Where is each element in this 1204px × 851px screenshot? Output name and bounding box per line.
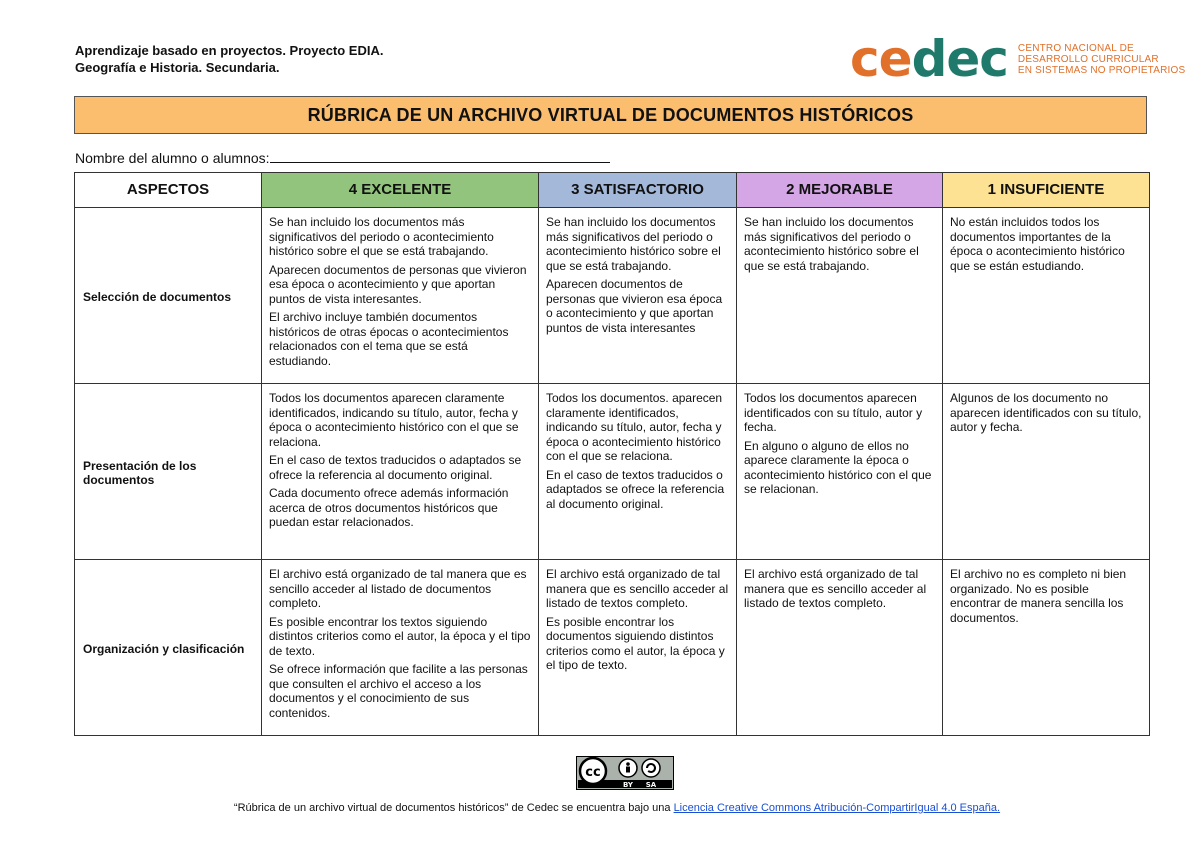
rubric-row [75, 208, 1150, 384]
criteria-paragraph: Cada documento ofrece además información acerca de otros documentos históricos que puedan estar relacionados. [269, 486, 509, 529]
criteria-cell [262, 384, 539, 560]
sa-icon [642, 759, 660, 777]
criteria-paragraph: El archivo está organizado de tal manera que es sencillo acceder al listado de textos completo. [744, 567, 927, 610]
criteria-paragraph: Aparecen documentos de personas que vivieron esa época o acontecimiento y que aportan puntos de vista interesantes [546, 277, 723, 335]
criteria-paragraph: El archivo no es completo ni bien organizado. No es posible encontrar de manera sencilla los documentos. [950, 567, 1127, 625]
logo-sub-line2: DESARROLLO CURRICULAR [1017, 53, 1159, 65]
cc-by-sa-badge [576, 756, 674, 790]
criteria-paragraph: Se han incluido los documentos más significativos del periodo o acontecimiento histórico sobre el que se está trabajando. [546, 215, 721, 273]
criteria-paragraph: Todos los documentos aparecen identificados con su título, autor y fecha. [744, 391, 923, 434]
criteria-paragraph: En el caso de textos traducidos o adaptados se ofrece la referencia al documento original. [546, 467, 725, 511]
criteria-cell [539, 208, 737, 384]
column-header-1: 4 EXCELENTE [262, 173, 539, 208]
criteria-paragraph: El archivo incluye también documentos históricos de otras épocas o acontecimientos relacionados con el tema que se está estudiando. [269, 310, 509, 368]
criteria-cell [539, 560, 737, 736]
criteria-cell [539, 384, 737, 560]
page-header [75, 42, 383, 76]
aspect-cell: Presentación de los documentos [75, 384, 262, 560]
criteria-paragraph: Todos los documentos. aparecen claramente identificados, indicando su título, autor, fecha y época o acontecimiento histórico con el que se relaciona. [546, 391, 723, 463]
column-header-4: 1 INSUFICIENTE [943, 173, 1150, 208]
criteria-paragraph: En el caso de textos traducidos o adaptados se ofrece la referencia al documento original. [269, 453, 522, 482]
column-header-3: 2 MEJORABLE [737, 173, 943, 208]
rubric-row [75, 560, 1150, 736]
footer-license-text: “Rúbrica de un archivo virtual de documentos históricos” de Cedec se encuentra bajo una [233, 802, 674, 814]
criteria-cell [943, 560, 1150, 736]
criteria-paragraph: Se ofrece información que facilite a las personas que consulten el archivo el acceso a los documentos y el conocimiento de sus contenidos. [269, 662, 528, 720]
student-name-blank [270, 148, 610, 163]
criteria-cell [737, 208, 943, 384]
rubric-row [75, 384, 1150, 560]
by-label: BY [622, 781, 634, 789]
logo-sub-line3: EN SISTEMAS NO PROPIETARIOS [1017, 64, 1186, 76]
rubric-body [75, 208, 1150, 736]
criteria-paragraph: Todos los documentos aparecen claramente identificados, indicando su título, autor, fecha y época o acontecimiento histórico con el que se relaciona. [269, 391, 519, 449]
footer-license [0, 802, 1204, 814]
rubric-header-row [75, 173, 1150, 208]
header-line-subject: Geografía e Historia. Secundaria. [75, 60, 280, 75]
criteria-paragraph: El archivo está organizado de tal manera que es sencillo acceder al listado de documentos completo. [269, 567, 527, 610]
aspect-cell: Selección de documentos [75, 208, 262, 384]
criteria-paragraph: Se han incluido los documentos más significativos del periodo o acontecimiento histórico sobre el que se está trabajando. [269, 215, 494, 258]
criteria-paragraph: Se han incluido los documentos más significativos del periodo o acontecimiento histórico sobre el que se está trabajando. [744, 215, 919, 273]
student-name-label: Nombre del alumno o alumnos: [75, 150, 270, 166]
rubric-table [74, 172, 1150, 736]
logo-word-part1: ce [850, 30, 912, 88]
cc-icon-text: cc [585, 765, 601, 780]
rubric-title: RÚBRICA DE UN ARCHIVO VIRTUAL DE DOCUMENTOS HISTÓRICOS [74, 96, 1147, 134]
column-header-2: 3 SATISFACTORIO [539, 173, 737, 208]
criteria-paragraph: Aparecen documentos de personas que vivieron esa época o acontecimiento y que aportan puntos de vista interesantes. [269, 262, 527, 306]
logo-wordmark [850, 30, 1008, 88]
license-link[interactable]: Licencia Creative Commons Atribución-CompartirIgual 4.0 España. [673, 802, 1001, 814]
logo-word-part2: dec [911, 30, 1008, 88]
logo-subtitle [1018, 43, 1185, 76]
criteria-paragraph: No están incluidos todos los documentos importantes de la época o acontecimiento histórico que se están estudiando. [950, 215, 1125, 273]
criteria-paragraph: Algunos de los documento no aparecen identificados con su título, autor y fecha. [950, 391, 1142, 434]
criteria-cell [943, 384, 1150, 560]
column-header-0: ASPECTOS [75, 173, 262, 208]
criteria-cell [737, 560, 943, 736]
criteria-cell [943, 208, 1150, 384]
aspect-cell: Organización y clasificación [75, 560, 262, 736]
logo-sub-line1: CENTRO NACIONAL DE [1017, 42, 1134, 54]
cedec-logo [850, 30, 1186, 88]
student-name-line [75, 148, 610, 166]
criteria-paragraph: Es posible encontrar los documentos siguiendo distintos criterios como el autor, la época y el tipo de texto. [546, 614, 725, 672]
sa-label: SA [645, 781, 657, 789]
criteria-cell [262, 560, 539, 736]
criteria-paragraph: El archivo está organizado de tal manera que es sencillo acceder al listado de textos completo. [546, 567, 729, 610]
criteria-cell [737, 384, 943, 560]
criteria-cell [262, 208, 539, 384]
criteria-paragraph: En alguno o alguno de ellos no aparece claramente la época o acontecimiento histórico con el que se relacionan. [744, 438, 932, 496]
header-line-project: Aprendizaje basado en proyectos. Proyecto EDIA. [75, 43, 384, 58]
criteria-paragraph: Es posible encontrar los textos siguiendo distintos criterios como el autor, la época y el tipo de texto. [269, 614, 531, 658]
